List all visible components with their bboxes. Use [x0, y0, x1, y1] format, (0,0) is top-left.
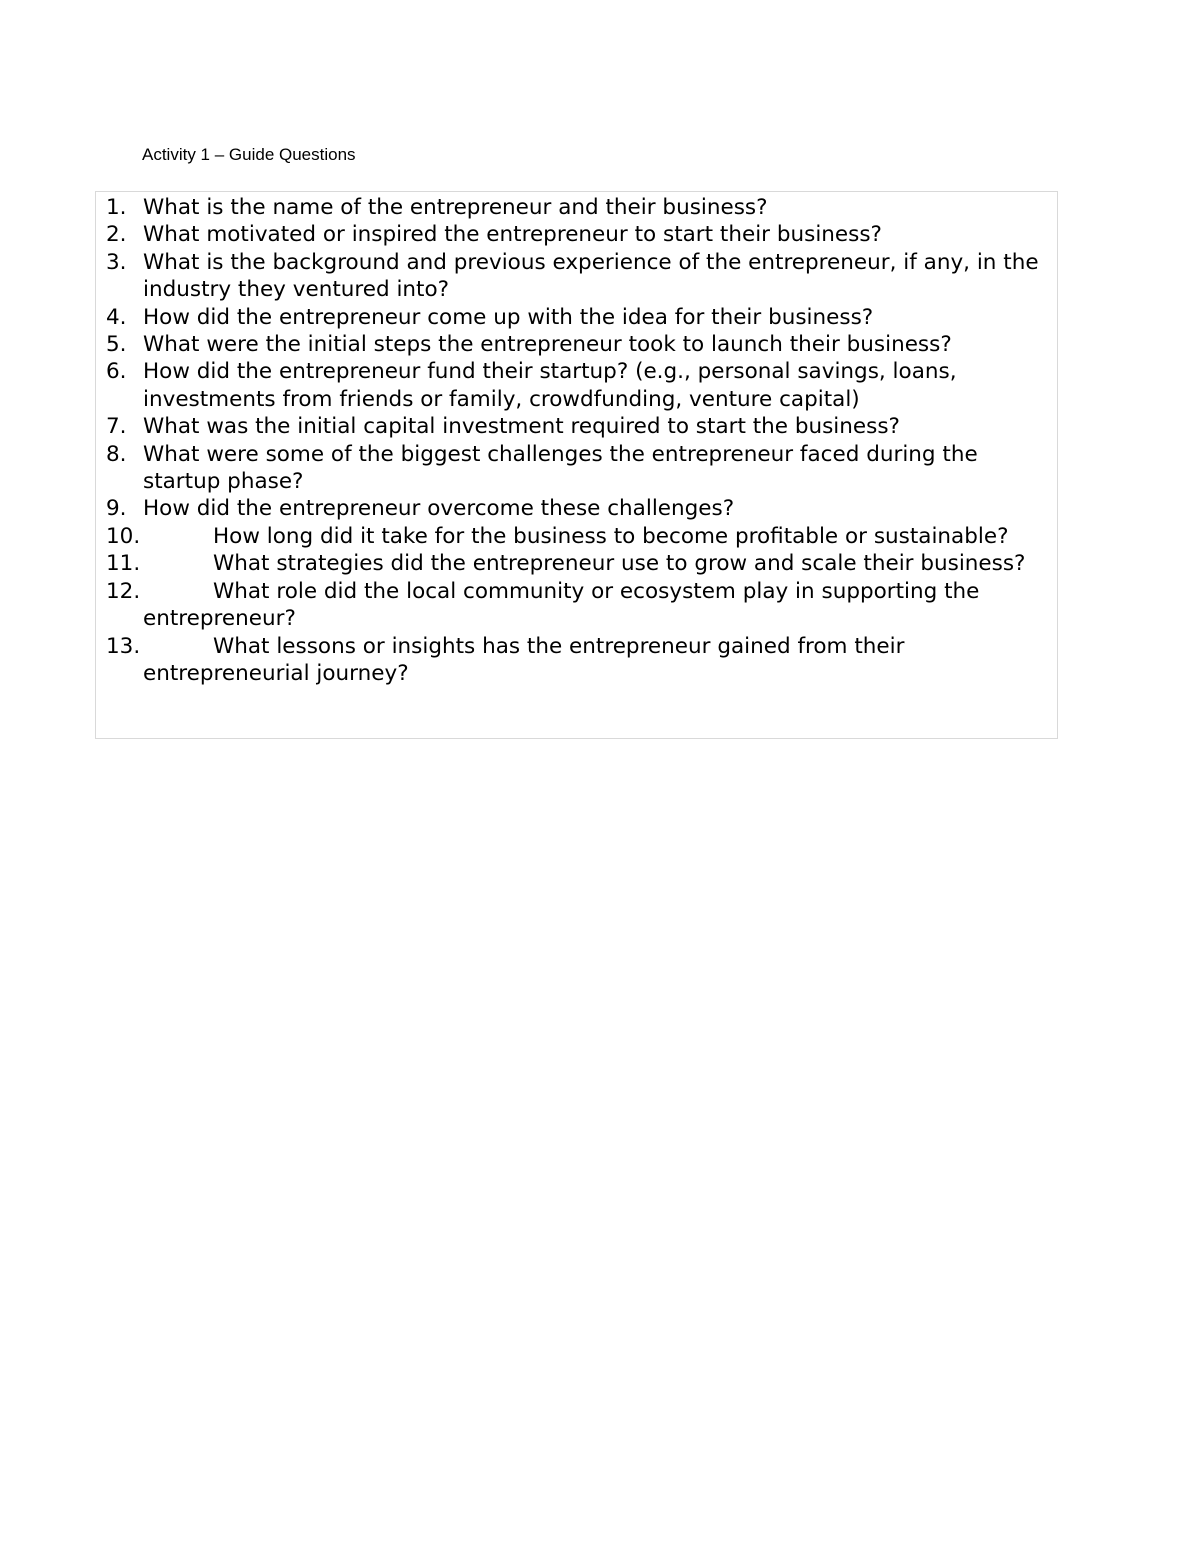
question-item-4 — [106, 304, 1056, 331]
document-title: Activity 1 – Guide Questions — [142, 145, 356, 164]
question-number: 7. — [106, 414, 127, 440]
question-text: What lessons or insights has the entrepreneur gained from their entrepreneurial journey? — [143, 633, 905, 686]
question-item-11 — [106, 550, 1056, 577]
question-item-1 — [106, 194, 1056, 221]
question-number: 11. — [106, 551, 141, 577]
question-text: What was the initial capital investment required to start the business? — [143, 414, 900, 440]
question-number: 1. — [106, 195, 127, 220]
question-number: 2. — [106, 222, 127, 248]
question-number: 13. — [106, 633, 141, 659]
question-item-3 — [106, 249, 1056, 304]
question-item-13 — [106, 633, 1056, 688]
question-text: How did the entrepreneur fund their startup? (e.g., personal savings, loans, investments from friends or family, crowdfunding, venture capital) — [143, 359, 957, 412]
question-text: How did the entrepreneur come up with the idea for their business? — [143, 304, 874, 330]
question-number: 6. — [106, 359, 127, 385]
question-text: What strategies did the entrepreneur use to grow and scale their business? — [213, 551, 1026, 577]
question-text: What role did the local community or ecosystem play in supporting the entrepreneur? — [143, 578, 980, 632]
question-number: 5. — [106, 332, 127, 358]
question-text: What motivated or inspired the entrepreneur to start their business? — [143, 222, 882, 248]
question-number: 10. — [106, 523, 141, 549]
question-item-5 — [106, 331, 1056, 358]
question-item-8 — [106, 441, 1056, 496]
question-text: How long did it take for the business to become profitable or sustainable? — [213, 523, 1009, 549]
question-text: What is the name of the entrepreneur and their business? — [143, 195, 768, 220]
question-item-10 — [106, 523, 1056, 550]
question-text: What is the background and previous experience of the entrepreneur, if any, in the industry they ventured into? — [143, 249, 1039, 303]
question-text: How did the entrepreneur overcome these challenges? — [143, 496, 735, 522]
question-list — [106, 194, 1056, 687]
question-number: 3. — [106, 249, 127, 275]
question-text: What were some of the biggest challenges the entrepreneur faced during the startup phase? — [143, 441, 978, 495]
question-number: 9. — [106, 496, 127, 522]
question-item-7 — [106, 413, 1056, 440]
question-item-9 — [106, 495, 1056, 522]
question-item-2 — [106, 221, 1056, 248]
question-text: What were the initial steps the entrepreneur took to launch their business? — [143, 332, 952, 358]
question-item-12 — [106, 578, 1056, 633]
question-number: 8. — [106, 441, 127, 467]
question-number: 12. — [106, 578, 141, 604]
question-number: 4. — [106, 304, 127, 330]
question-item-6 — [106, 358, 1056, 413]
questions-box — [95, 191, 1058, 739]
